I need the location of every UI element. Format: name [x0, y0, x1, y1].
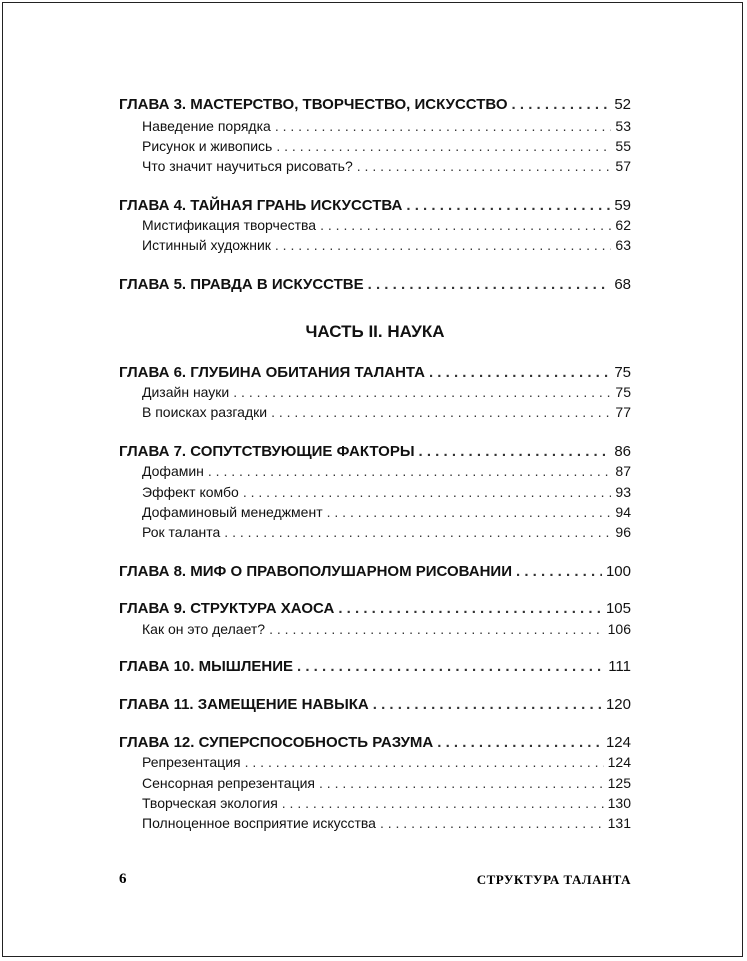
toc-page-number: 105 — [605, 600, 631, 617]
toc-entry-title: Дизайн науки — [142, 384, 230, 400]
toc-page-number: 131 — [607, 815, 631, 831]
toc-entry-title: Рисунок и живопись — [142, 138, 273, 154]
toc-entry-title: Наведение порядка — [142, 118, 271, 134]
toc-chapter-entry[interactable] — [119, 364, 631, 381]
toc-section-entry[interactable] — [119, 463, 631, 479]
toc-entry-title: ГЛАВА 6. ГЛУБИНА ОБИТАНИЯ ТАЛАНТА — [119, 364, 425, 381]
toc-page-number: 87 — [615, 463, 631, 479]
toc-entry-title: Дофаминовый менеджмент — [142, 504, 323, 520]
toc-chapter-entry[interactable] — [119, 658, 631, 675]
running-title: СТРУКТУРА ТАЛАНТА — [476, 872, 631, 887]
toc-section-entry[interactable] — [119, 815, 631, 831]
toc-page-number: 62 — [615, 217, 631, 233]
toc-page-number: 124 — [605, 734, 631, 751]
toc-section-entry[interactable] — [119, 795, 631, 811]
toc-page-number: 77 — [615, 404, 631, 420]
toc-entry-title: ГЛАВА 8. МИФ О ПРАВОПОЛУШАРНОМ РИСОВАНИИ — [119, 563, 512, 580]
dot-leader — [276, 138, 611, 154]
dot-leader — [275, 237, 612, 253]
toc-entry-title: ГЛАВА 5. ПРАВДА В ИСКУССТВЕ — [119, 276, 364, 293]
toc-entry-title: ГЛАВА 10. МЫШЛЕНИЕ — [119, 658, 293, 675]
page-number: 6 — [119, 871, 127, 887]
toc-chapter-entry[interactable] — [119, 563, 631, 580]
toc-page-number: 96 — [615, 524, 631, 540]
toc-entry-title: ГЛАВА 9. СТРУКТУРА ХАОСА — [119, 600, 335, 617]
dot-leader — [516, 563, 602, 580]
toc-chapter-entry[interactable] — [119, 696, 631, 713]
toc-section-entry[interactable] — [119, 404, 631, 420]
toc-entry-title: ГЛАВА 4. ТАЙНАЯ ГРАНЬ ИСКУССТВА — [119, 197, 403, 214]
toc-entry-title: Творческая экология — [142, 795, 278, 811]
toc-section-entry[interactable] — [119, 484, 631, 500]
toc-section-entry[interactable] — [119, 524, 631, 540]
toc-entry-title: Репрезентация — [142, 754, 241, 770]
toc-page-number: 68 — [614, 276, 631, 293]
dot-leader — [373, 696, 602, 713]
toc-chapter-entry[interactable] — [119, 443, 631, 460]
dot-leader — [233, 384, 611, 400]
toc-page-number: 93 — [615, 484, 631, 500]
toc-section-entry[interactable] — [119, 158, 631, 174]
dot-leader — [275, 118, 612, 134]
dot-leader — [297, 658, 604, 675]
toc-entry-title: ГЛАВА 11. ЗАМЕЩЕНИЕ НАВЫКА — [119, 696, 369, 713]
dot-leader — [269, 621, 604, 637]
toc-page-number: 63 — [615, 237, 631, 253]
toc-section-entry[interactable] — [119, 118, 631, 134]
toc-page-number: 53 — [615, 118, 631, 134]
toc-page-number: 86 — [614, 443, 631, 460]
toc-entry-title: Полноценное восприятие искусства — [142, 815, 376, 831]
toc-section-entry[interactable] — [119, 504, 631, 520]
toc-section-entry[interactable] — [119, 384, 631, 400]
toc-entry-title: Что значит научиться рисовать? — [142, 158, 353, 174]
dot-leader — [338, 600, 602, 617]
toc-entry-title: Рок таланта — [142, 524, 221, 540]
toc-page-number: 94 — [615, 504, 631, 520]
toc-section-entry[interactable] — [119, 775, 631, 791]
toc-page-number: 100 — [605, 563, 631, 580]
toc-section-entry[interactable] — [119, 754, 631, 770]
toc-entry-title: Сенсорная репрезентация — [142, 775, 316, 791]
toc-chapter-entry[interactable] — [119, 734, 631, 751]
dot-leader — [327, 504, 612, 520]
toc-chapter-entry[interactable] — [119, 276, 631, 293]
toc-chapter-entry[interactable] — [119, 96, 631, 113]
toc-section-entry[interactable] — [119, 138, 631, 154]
toc-entry-title: Дофамин — [142, 463, 204, 479]
toc-page-number: 55 — [615, 138, 631, 154]
toc-page-number: 57 — [615, 158, 631, 174]
dot-leader — [243, 484, 612, 500]
toc-entry-title: Эффект комбо — [142, 484, 239, 500]
toc-page-number: 111 — [608, 658, 631, 675]
dot-leader — [419, 443, 611, 460]
toc-entry-title: В поисках разгадки — [142, 404, 268, 420]
dot-leader — [357, 158, 612, 174]
toc-entry-title: ГЛАВА 3. МАСТЕРСТВО, ТВОРЧЕСТВО, ИСКУССТВО — [119, 96, 508, 113]
part-heading: ЧАСТЬ II. НАУКА — [305, 322, 445, 341]
toc-entry-title: Мистификация творчества — [142, 217, 317, 233]
toc-chapter-entry[interactable] — [119, 197, 631, 214]
toc-page-number: 75 — [615, 384, 631, 400]
toc-page-number: 106 — [607, 621, 631, 637]
toc-entry-title: ГЛАВА 12. СУПЕРСПОСОБНОСТЬ РАЗУМА — [119, 734, 434, 751]
toc-chapter-entry[interactable] — [119, 600, 631, 617]
toc-page-number: 59 — [614, 197, 631, 214]
toc-section-entry[interactable] — [119, 237, 631, 253]
toc-page-number: 52 — [614, 96, 631, 113]
dot-leader — [512, 96, 611, 113]
toc-page-number: 125 — [607, 775, 631, 791]
toc-page-number: 75 — [614, 364, 631, 381]
toc-page-number: 130 — [607, 795, 631, 811]
dot-leader — [406, 197, 610, 214]
dot-leader — [380, 815, 604, 831]
toc-section-entry[interactable] — [119, 217, 631, 233]
dot-leader — [320, 217, 611, 233]
toc-entry-title: Как он это делает? — [142, 621, 266, 637]
dot-leader — [429, 364, 610, 381]
dot-leader — [368, 276, 611, 293]
dot-leader — [271, 404, 611, 420]
toc-page-number: 124 — [607, 754, 631, 770]
dot-leader — [245, 754, 604, 770]
toc-page-number: 120 — [605, 696, 631, 713]
toc-entry-title: Истинный художник — [142, 237, 271, 253]
toc-section-entry[interactable] — [119, 621, 631, 637]
toc-entry-title: ГЛАВА 7. СОПУТСТВУЮЩИЕ ФАКТОРЫ — [119, 443, 415, 460]
dot-leader — [208, 463, 612, 479]
dot-leader — [319, 775, 604, 791]
dot-leader — [224, 524, 611, 540]
dot-leader — [282, 795, 604, 811]
dot-leader — [437, 734, 602, 751]
